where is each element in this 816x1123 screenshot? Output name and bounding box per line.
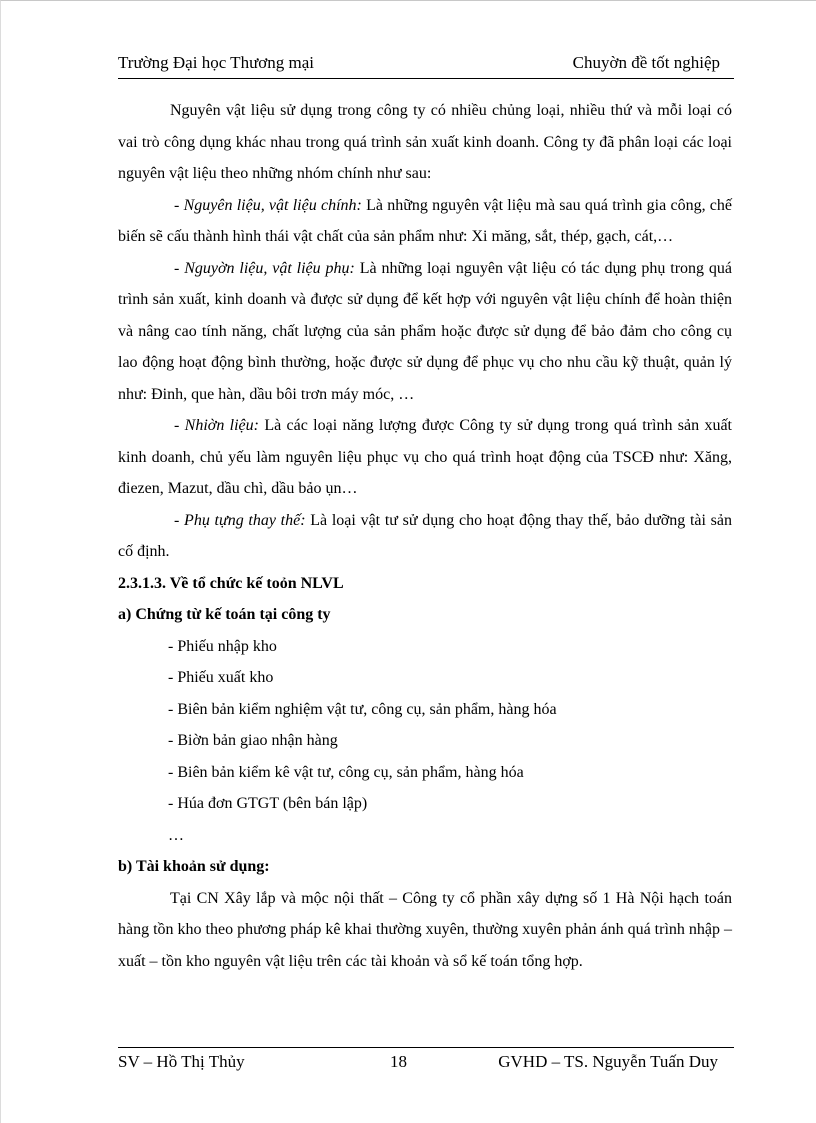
- page-number: 18: [390, 1052, 407, 1071]
- subsection-b-paragraph: Tại CN Xây lắp và mộc nội thất – Công ty cổ phần xây dựng số 1 Hà Nội hạch toán hàng tồn kho theo phương pháp kê khai thường xuyên, thường xuyên phản ánh quá trình nhập – xuất – tồn kho nguyên vật liệu trên các tài khoản và sổ kế toán tổng hợp.: [118, 889, 732, 970]
- list-item: - Phiếu nhập kho: [168, 637, 277, 655]
- category-main-material: - Nguyên liệu, vật liệu chính: Là những nguyên vật liệu mà sau quá trình gia công, chế biến sẽ cấu thành hình thái vật chất của sản phẩm như: Xi măng, sắt, thép, gạch, cát,…: [118, 196, 733, 245]
- page-header: [118, 52, 734, 79]
- list-item: - Phiếu xuất kho: [168, 669, 274, 686]
- page-footer: [118, 1047, 734, 1078]
- intro-paragraph: Nguyên vật liệu sử dụng trong công ty có nhiều chủng loại, nhiều thứ và mỗi loại có vai trò công dụng khác nhau trong quá trình sản xuất kinh doanh. Công ty đã phân loại các loại nguyên vật liệu theo những nhóm chính như sau:: [118, 102, 732, 182]
- category-term: Nguyên liệu, vật liệu chính:: [183, 196, 362, 214]
- section-heading: 2.3.1.3. Về tổ chức kế toỏn NLVL: [118, 574, 344, 592]
- category-auxiliary-material: - Nguyờn liệu, vật liệu phụ: Là những loại nguyên vật liệu có tác dụng phụ trong quá trình sản xuất, kinh doanh và được sử dụng để kết hợp với nguyên vật liệu chính để hoàn thiện và nâng cao tính năng, chất lượng của sản phẩm hoặc được sử dụng để bảo đảm cho công cụ lao động hoạt động bình thường, hoặc được sử dụng để phục vụ cho nhu cầu kỹ thuật, quản lý như: Đinh, que hàn, dầu bôi trơn máy móc, …: [118, 259, 733, 403]
- footer-student: SV – Hồ Thị Thủy: [118, 1052, 245, 1071]
- list-item: - Biên bản kiểm kê vật tư, công cụ, sản phẩm, hàng hóa: [168, 763, 524, 781]
- page-content: [118, 95, 732, 977]
- header-school: Trường Đại học Thương mại: [118, 53, 315, 72]
- header-title: Chuyờn đề tốt nghiệp: [572, 53, 720, 72]
- category-term: Nguyờn liệu, vật liệu phụ:: [184, 259, 355, 277]
- subsection-b-heading: b) Tài khoản sử dụng:: [118, 858, 270, 875]
- category-spare-parts: - Phụ tựng thay thế: Là loại vật tư sử dụng cho hoạt động thay thế, bảo dưỡng tài sản cố định.: [118, 511, 732, 560]
- list-item: - Biờn bản giao nhận hàng: [168, 732, 338, 749]
- list-item: - Húa đơn GTGT (bên bán lập): [168, 795, 368, 812]
- footer-advisor: GVHD – TS. Nguyễn Tuấn Duy: [498, 1052, 718, 1071]
- category-term: Nhiờn liệu:: [184, 417, 259, 434]
- list-ellipsis: …: [168, 826, 184, 844]
- subsection-a-heading: a) Chứng từ kế toán tại công ty: [118, 606, 331, 623]
- category-term: Phụ tựng thay thế:: [184, 511, 306, 529]
- list-item: - Biên bản kiểm nghiệm vật tư, công cụ, sản phẩm, hàng hóa: [168, 700, 557, 718]
- category-fuel: - Nhiờn liệu: Là các loại năng lượng được Công ty sử dụng trong quá trình sản xuất kinh doanh, chủ yếu làm nguyên liệu phục vụ cho quá trình hoạt động của TSCĐ như: Xăng, điezen, Mazut, dầu chì, dầu bảo ụn…: [118, 417, 733, 497]
